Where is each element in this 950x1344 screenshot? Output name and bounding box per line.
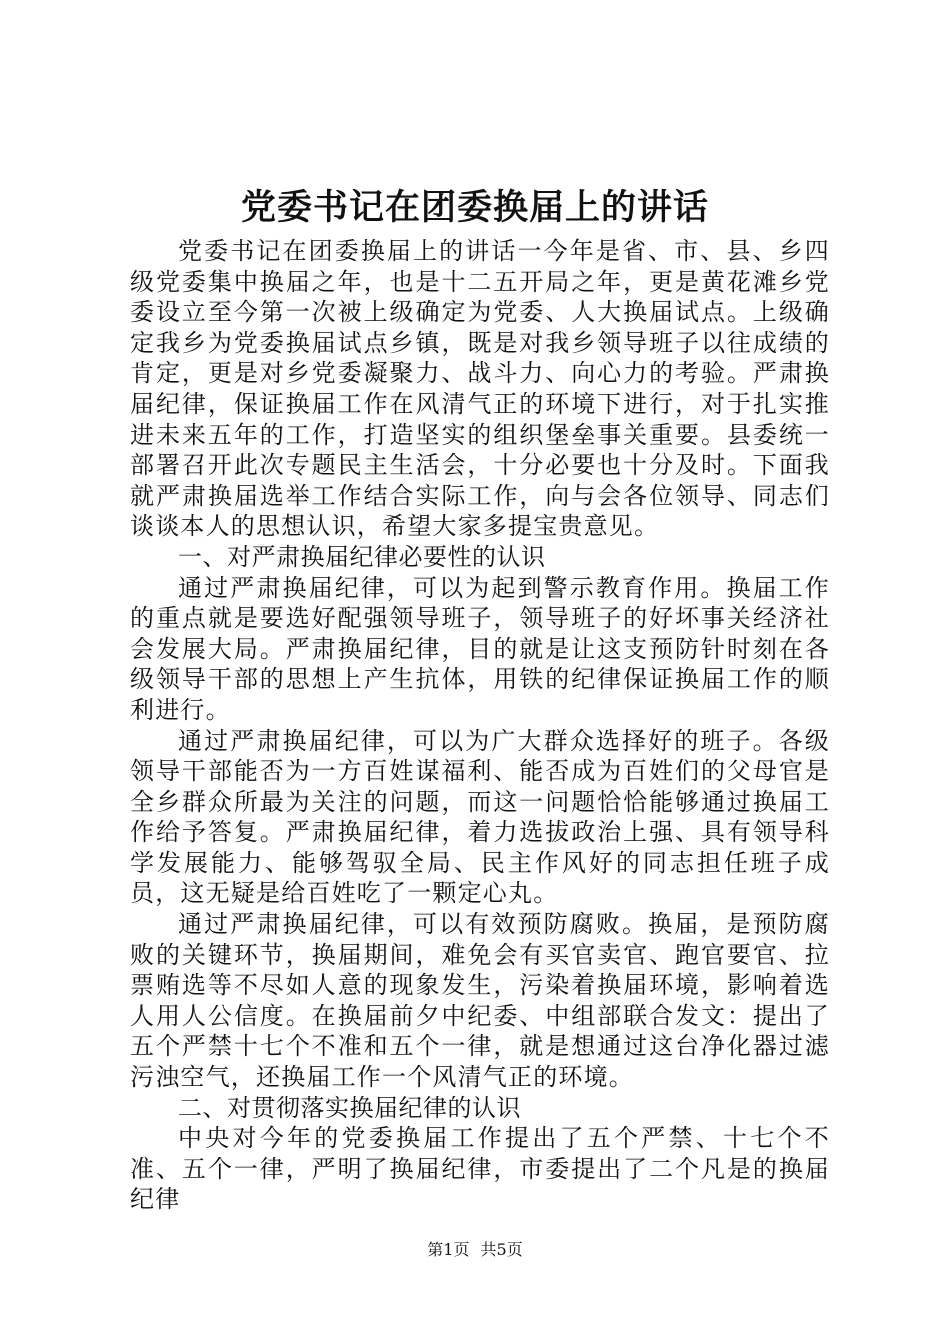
- paragraph-1-3: 通过严肃换届纪律，可以有效预防腐败。换届，是预防腐败的关键环节，换届期间，难免会有买官卖官、跑官要官、拉票贿选等不尽如人意的现象发生，污染着换届环境，影响着选人用人公信度。在换届前夕中纪委、中组部联合发文：提出了五个严禁十七个不准和五个一律，就是想通过这台净化器过滤污浊空气，还换届工作一个风清气正的环境。: [130, 910, 830, 1092]
- paragraph-1-1: 通过严肃换届纪律，可以为起到警示教育作用。换届工作的重点就是要选好配强领导班子，领导班子的好坏事关经济社会发展大局。严肃换届纪律，目的就是让这支预防针时刻在各级领导干部的思想上产生抗体，用铁的纪律保证换届工作的顺利进行。: [130, 573, 830, 724]
- paragraph-2-1: 中央对今年的党委换届工作提出了五个严禁、十七个不准、五个一律，严明了换届纪律，市委提出了二个凡是的换届纪律: [130, 1124, 830, 1214]
- paragraph-intro: 党委书记在团委换届上的讲话一今年是省、市、县、乡四级党委集中换届之年，也是十二五开局之年，更是黄花滩乡党委设立至今第一次被上级确定为党委、人大换届试点。上级确定我乡为党委换届试点乡镇，既是对我乡领导班子以往成绩的肯定，更是对乡党委凝聚力、战斗力、向心力的考验。严肃换届纪律，保证换届工作在风清气正的环境下进行，对于扎实推进未来五年的工作，打造坚实的组织堡垒事关重要。县委统一部署召开此次专题民主生活会，十分必要也十分及时。下面我就严肃换届选举工作结合实际工作，向与会各位领导、同志们谈谈本人的思想认识，希望大家多提宝贵意见。: [130, 237, 830, 541]
- page-total: 共5页: [480, 1240, 523, 1259]
- section-heading-1: 一、对严肃换届纪律必要性的认识: [178, 542, 546, 571]
- page-number: 第1页: [427, 1240, 470, 1259]
- document-body: [130, 236, 830, 1215]
- document-title: 党委书记在团委换届上的讲话: [240, 187, 709, 228]
- section-heading-2: 二、对贯彻落实换届纪律的认识: [178, 1093, 521, 1122]
- page-footer: [0, 1240, 950, 1260]
- paragraph-1-2: 通过严肃换届纪律，可以为广大群众选择好的班子。各级领导干部能否为一方百姓谋福利、能否成为百姓们的父母官是全乡群众所最为关注的问题，而这一问题恰恰能够通过换届工作给予答复。严肃换届纪律，着力选拔政治上强、具有领导科学发展能力、能够驾驭全局、民主作风好的同志担任班子成员，这无疑是给百姓吃了一颗定心丸。: [130, 726, 830, 908]
